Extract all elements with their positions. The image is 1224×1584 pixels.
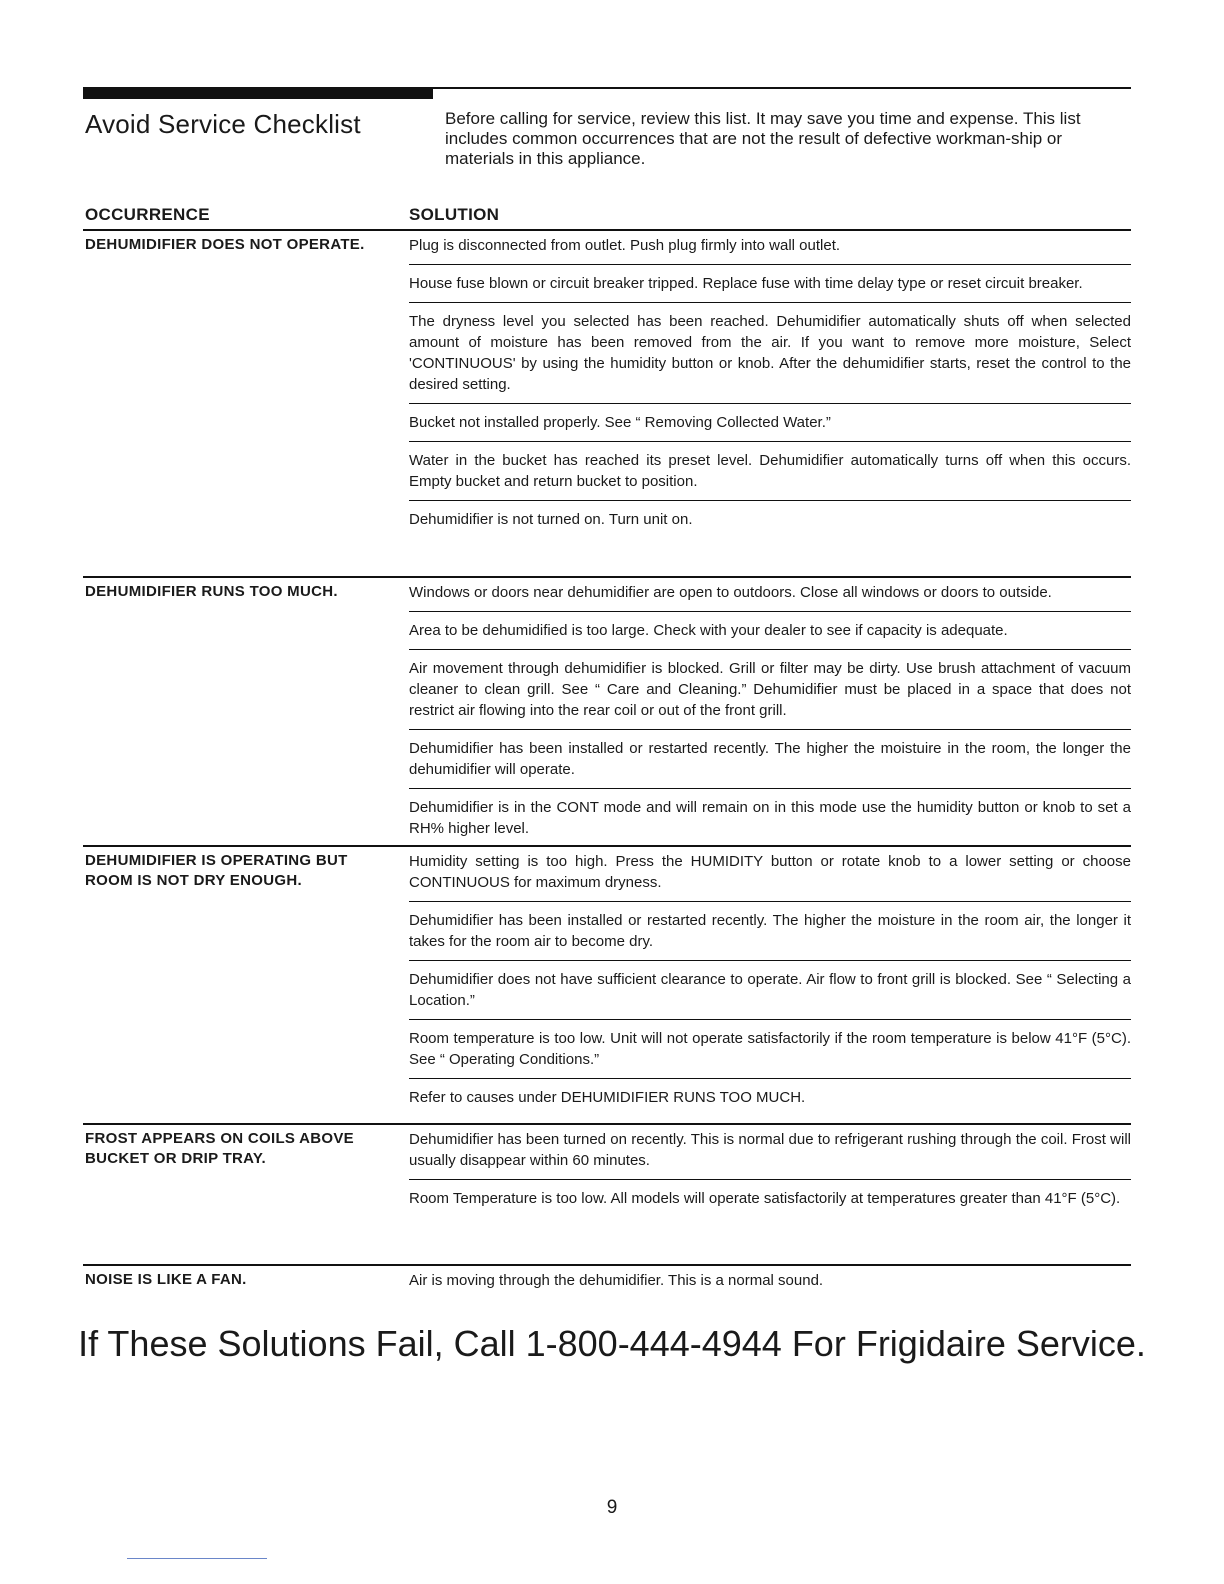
section-not-dry-enough bbox=[83, 845, 1131, 1106]
occurrence-label: NOISE IS LIKE A FAN. bbox=[85, 1271, 247, 1288]
column-header-occurrence: OCCURRENCE bbox=[85, 205, 210, 224]
solution-item: Dehumidifier has been installed or restarted recently. The higher the moisture in the room air, the longer it takes for the room air to become dry. bbox=[409, 901, 1131, 960]
solution-item: Air movement through dehumidifier is blocked. Grill or filter may be dirty. Use brush attachment of vacuum cleaner to clean grill. See “ Care and Cleaning.” Dehumidifier must be placed in a space that does not restrict air flowing into the rear coil or out of the front grill. bbox=[409, 649, 1131, 729]
occurrence-label: FROST APPEARS ON COILS ABOVE BUCKET OR DRIP TRAY. bbox=[85, 1130, 354, 1167]
solution-item: Windows or doors near dehumidifier are open to outdoors. Close all windows or doors to outside. bbox=[409, 584, 1052, 601]
page-title: Avoid Service Checklist bbox=[85, 109, 361, 139]
solution-item: The dryness level you selected has been reached. Dehumidifier automatically shuts off when selected amount of moisture has been removed from the air. If you want to remove more moisture, Select 'CONTINUOUS' by using the humidity button or knob. After the dehumidifier starts, reset the control to the desired setting. bbox=[409, 302, 1131, 403]
solution-item: Air is moving through the dehumidifier. This is a normal sound. bbox=[409, 1272, 824, 1289]
section-does-not-operate bbox=[83, 229, 1131, 528]
intro-text: Before calling for service, review this list. It may save you time and expense. This list includes common occurrences that are not the result of defective workman-ship or materials in this appliance. bbox=[445, 109, 1081, 168]
section-frost-on-coils bbox=[83, 1123, 1131, 1207]
solution-item: Dehumidifier has been installed or restarted recently. The higher the moistuire in the room, the longer the dehumidifier will operate. bbox=[409, 729, 1131, 788]
solution-item: Humidity setting is too high. Press the HUMIDITY button or rotate knob to a lower setting or choose CONTINUOUS for maximum dryness. bbox=[409, 853, 1131, 891]
section-runs-too-much bbox=[83, 576, 1131, 837]
page-number: 9 bbox=[606, 1497, 618, 1518]
solution-list bbox=[409, 578, 1131, 847]
header-rule bbox=[83, 87, 1131, 89]
solution-item: Plug is disconnected from outlet. Push plug firmly into wall outlet. bbox=[409, 237, 841, 254]
column-header-solution: SOLUTION bbox=[409, 205, 500, 224]
solution-item: Room temperature is too low. Unit will not operate satisfactorily if the room temperature is below 41°F (5°C). See “ Operating Conditions.” bbox=[409, 1019, 1131, 1078]
solution-item: House fuse blown or circuit breaker tripped. Replace fuse with time delay type or reset circuit breaker. bbox=[409, 264, 1131, 302]
occurrence-label: DEHUMIDIFIER RUNS TOO MUCH. bbox=[85, 583, 338, 600]
solution-item: Dehumidifier is not turned on. Turn unit on. bbox=[409, 500, 1131, 538]
solution-list bbox=[409, 231, 1131, 538]
solution-list bbox=[409, 1125, 1131, 1217]
solution-list bbox=[409, 1266, 1131, 1299]
section-noise bbox=[83, 1264, 1131, 1289]
solution-item: Dehumidifier has been turned on recently. This is normal due to refrigerant rushing through the coil. Frost will usually disappear within 60 minutes. bbox=[409, 1131, 1131, 1169]
solution-item: Water in the bucket has reached its preset level. Dehumidifier automatically turns off when this occurs. Empty bucket and return bucket to position. bbox=[409, 441, 1131, 500]
occurrence-label: DEHUMIDIFIER IS OPERATING BUT ROOM IS NOT DRY ENOUGH. bbox=[85, 852, 348, 889]
solution-item: Refer to causes under DEHUMIDIFIER RUNS TOO MUCH. bbox=[409, 1078, 1131, 1116]
service-call-banner: If These Solutions Fail, Call 1-800-444-4944 For Frigidaire Service. bbox=[78, 1323, 1146, 1364]
solution-item: Bucket not installed properly. See “ Removing Collected Water.” bbox=[409, 403, 1131, 441]
bottom-rule bbox=[127, 1558, 267, 1559]
solution-item: Dehumidifier does not have sufficient clearance to operate. Air flow to front grill is blocked. See “ Selecting a Location.” bbox=[409, 960, 1131, 1019]
solution-item: Area to be dehumidified is too large. Check with your dealer to see if capacity is adequate. bbox=[409, 611, 1131, 649]
solution-item: Room Temperature is too low. All models will operate satisfactorily at temperatures greater than 41°F (5°C). bbox=[409, 1179, 1131, 1217]
occurrence-label: DEHUMIDIFIER DOES NOT OPERATE. bbox=[85, 236, 365, 253]
solution-list bbox=[409, 847, 1131, 1116]
solution-item: Dehumidifier is in the CONT mode and will remain on in this mode use the humidity button or knob to set a RH% higher level. bbox=[409, 788, 1131, 847]
